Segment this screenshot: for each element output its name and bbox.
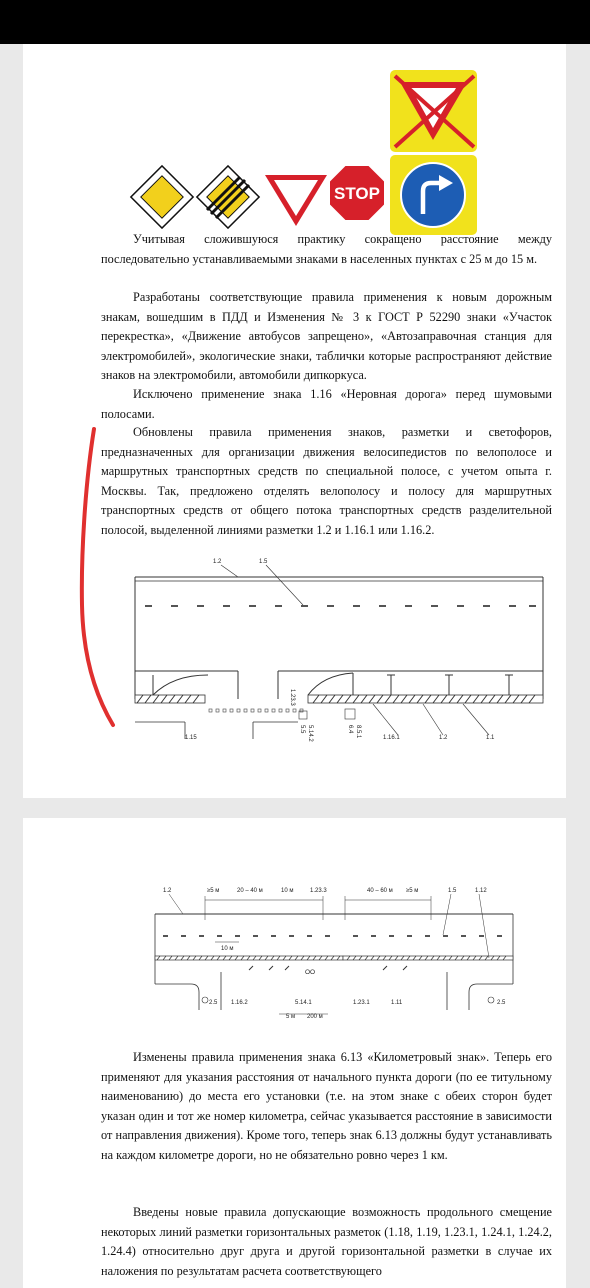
pedestrian-crossing — [209, 709, 303, 712]
yield-sign-icon — [265, 175, 327, 226]
label-1-5: 1.5 — [448, 888, 457, 894]
dashed-lane-line — [145, 605, 536, 607]
label-1-23-1: 1.23.1 — [353, 1000, 370, 1006]
paragraph-marking-offset: Введены новые правила допускающие возможность продольного смещение некоторых линий разметки горизонтальных разметок (1.18, 1.19, 1.23.1, 1.24.1, 1.24.2, 1.24.4) относительно друг друга и другой горизонтальной разметки в случае их наложения по результатам расчета соответствующего — [101, 1205, 552, 1278]
yield-crossed-out-sign-icon — [390, 70, 477, 152]
svg-text:5.14.2: 5.14.2 — [307, 725, 313, 742]
label-40-60m: 40 – 60 м — [367, 888, 393, 894]
document-page-2 — [23, 818, 566, 1288]
label-10m-mid: 10 м — [221, 946, 234, 952]
svg-text:STOP: STOP — [334, 184, 380, 203]
label-1-2-lower: 1.2 — [439, 735, 448, 741]
label-1-2: 1.2 — [213, 559, 222, 565]
paragraph-distance: Учитывая сложившуюся практику сокращено расстояние между последовательно устанавливаемыми знаками в населенных пунктах с 25 м до 15 м. — [101, 232, 552, 266]
bike-symbol: ОО — [305, 969, 316, 976]
svg-text:6.4: 6.4 — [347, 725, 353, 734]
road-signs-illustration — [23, 44, 566, 234]
end-of-main-road-sign-icon — [197, 166, 259, 228]
bike-lane-marking-diagram — [23, 549, 566, 742]
paragraph-bike-lanes: Обновлены правила применения знаков, разметки и светофоров, предназначенных для организации движения велосипедистов по велополосе и маршрутных транспортных средств по специальной полосе, с учетом опыта г. Москвы. Так, предложено отделять велополосу и полосу для маршрутных транспортных средств от общего потока транспортных средств разделительной полосой, выделенной линиями разметки 1.2 и 1.16.1 или 1.16.2. — [101, 425, 552, 537]
sign-6-4-icon — [345, 709, 361, 739]
label-1-15: 1.15 — [185, 735, 197, 741]
sign-2-5-left-icon: 2.5 — [209, 1000, 218, 1006]
label-ge5m-b: ≥5 м — [406, 888, 419, 894]
label-1-12: 1.12 — [475, 888, 487, 894]
label-1-11: 1.11 — [391, 1000, 403, 1006]
label-10m-top: 10 м — [281, 888, 294, 894]
label-1-16-2: 1.16.2 — [231, 1000, 248, 1006]
main-road-sign-icon — [131, 166, 193, 228]
hatched-separation-strip — [135, 695, 543, 703]
paragraph-new-signs: Разработаны соответствующие правила применения к новым дорожным знакам, вошедшим в ПДД и Изменения № 3 к ГОСТ Р 52290 знаки «Участок перекрестка», «Движение автобусов запрещено», «Автозаправочная станция для электромобилей», экологические знаки, таблички которые распространяют действие знаков на электромобили, автомобили дипкоркуса. — [101, 290, 552, 382]
label-1-5: 1.5 — [259, 559, 268, 565]
document-page-1 — [23, 44, 566, 798]
paragraph-sign-1-16: Исключено применение знака 1.16 «Неровная дорога» перед шумовыми полосами. — [101, 387, 552, 421]
sign-2-5-right-icon: 2.5 — [497, 1000, 506, 1006]
stop-sign-icon — [329, 165, 385, 221]
label-1-1: 1.1 — [486, 735, 495, 741]
paragraph-kilometer-sign: Изменены правила применения знака 6.13 «Километровый знак». Теперь его применяют для указания расстояния от начального пункта дороги (по ее титульному наименованию) до места его установки (т.е. на этом знаке с обеих сторон будет указан один и тот же номер километра, сейчас указывается расстояние в зависимости от направления движения). Кроме того, теперь знак 6.13 должны будут устанавливать на каждом километре дороги, но не обязательно ровно через 1 км. — [101, 1050, 552, 1162]
label-1-23-3: 1.23.3 — [310, 888, 327, 894]
phone-status-bar — [0, 0, 590, 44]
label-20-40m: 20 – 40 м — [237, 888, 263, 894]
label-5m: 5 м — [286, 1014, 296, 1020]
label-200m: 200 м — [307, 1014, 323, 1020]
label-1-2: 1.2 — [163, 888, 172, 894]
label-ge5m-a: ≥5 м — [207, 888, 220, 894]
svg-text:8.5.1: 8.5.1 — [355, 725, 361, 739]
sign-5-5-icon — [299, 711, 313, 742]
turn-right-arrow-sign-icon — [390, 155, 477, 235]
label-1-23-3: 1.23.3 — [289, 689, 295, 706]
label-1-16-1: 1.16.1 — [383, 735, 400, 741]
label-5-14-1: 5.14.1 — [295, 1000, 312, 1006]
svg-text:5.5: 5.5 — [299, 725, 305, 734]
